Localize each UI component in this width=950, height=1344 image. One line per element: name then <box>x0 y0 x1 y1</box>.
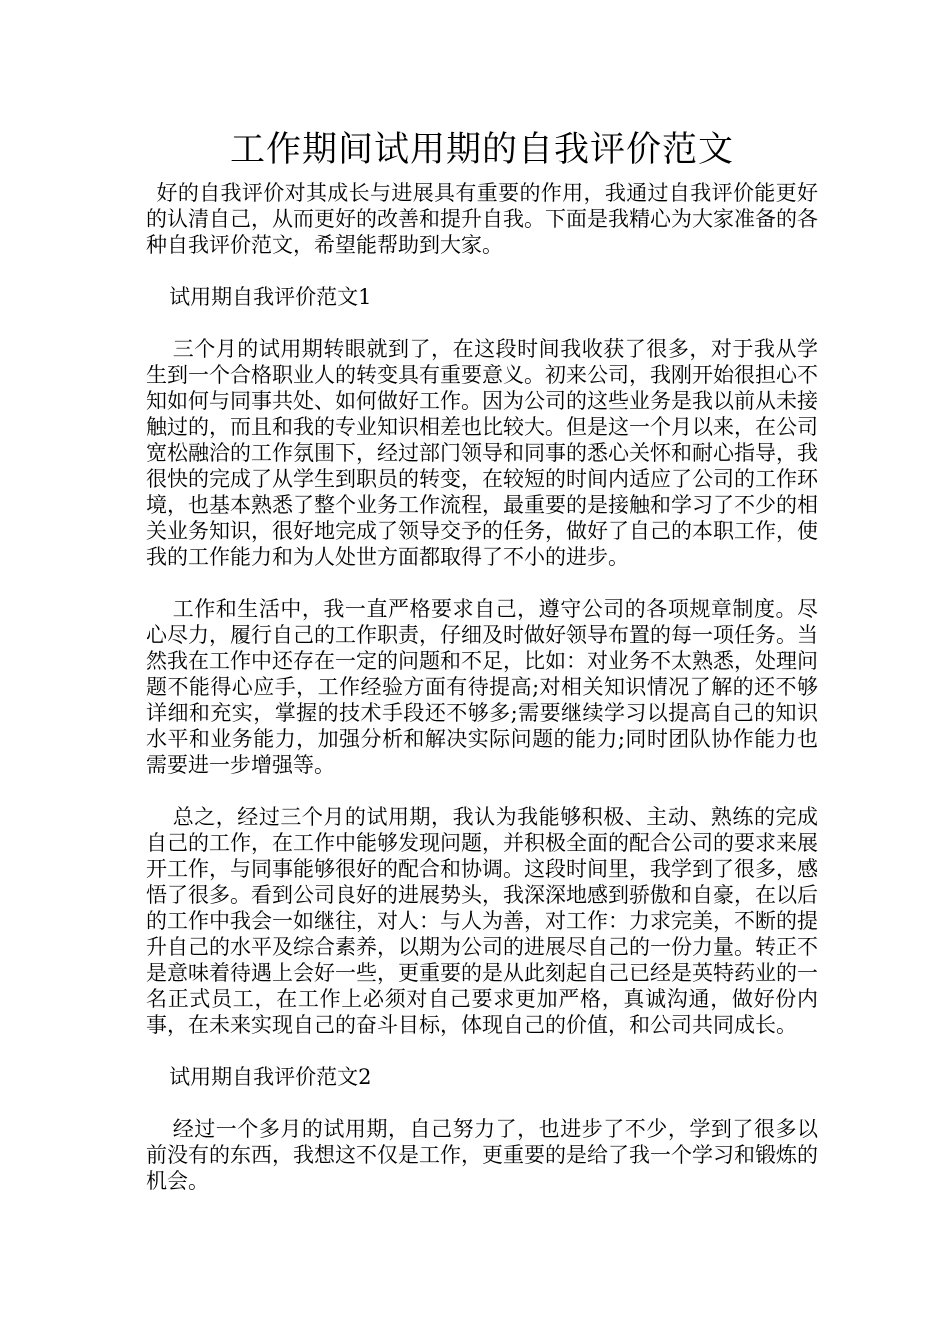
document-page <box>146 126 818 1194</box>
spacer <box>146 778 818 804</box>
section-2-paragraph-1: 经过一个多月的试用期，自己努力了，也进步了不少，学到了很多以前没有的东西，我想这不仅是工作，更重要的是给了我一个学习和锻炼的机会。 <box>146 1117 818 1193</box>
section-1-paragraph-2: 工作和生活中，我一直严格要求自己，遵守公司的各项规章制度。尽心尽力，履行自己的工作职责，仔细及时做好领导布置的每一项任务。当然我在工作中还存在一定的问题和不足，比如：对业务不太熟悉，处理问题不能得心应手，工作经验方面有待提高;对相关知识情况了解的还不够详细和充实，掌握的技术手段还不够多;需要继续学习以提高自己的知识水平和业务能力，加强分析和解决实际问题的能力;同时团队协作能力也需要进一步增强等。 <box>146 597 818 777</box>
spacer <box>146 1090 818 1116</box>
intro-paragraph: 好的自我评价对其成长与进展具有重要的作用，我通过自我评价能更好的认清自己，从而更好的改善和提升自我。下面是我精心为大家准备的各种自我评价范文，希望能帮助到大家。 <box>146 181 818 257</box>
section-2-heading: 试用期自我评价范文2 <box>169 1065 372 1089</box>
spacer <box>146 258 818 284</box>
spacer <box>146 1038 818 1064</box>
section-1-paragraph-3: 总之，经过三个月的试用期，我认为我能够积极、主动、熟练的完成自己的工作，在工作中能够发现问题，并积极全面的配合公司的要求来展开工作，与同事能够很好的配合和协调。这段时间里，我学到了很多，感悟了很多。看到公司良好的进展势头，我深深地感到骄傲和自豪，在以后的工作中我会一如继往，对人：与人为善，对工作：力求完美，不断的提升自己的水平及综合素养，以期为公司的进展尽自己的一份力量。转正不是意味着待遇上会好一些，更重要的是从此刻起自己已经是英特药业的一名正式员工，在工作上必须对自己要求更加严格，真诚沟通，做好份内事，在未来实现自己的奋斗目标，体现自己的价值，和公司共同成长。 <box>146 805 818 1037</box>
spacer <box>146 570 818 596</box>
document-title: 工作期间试用期的自我评价范文 <box>229 130 734 170</box>
spacer <box>146 310 818 336</box>
section-1-heading: 试用期自我评价范文1 <box>169 285 372 309</box>
section-1-paragraph-1: 三个月的试用期转眼就到了，在这段时间我收获了很多，对于我从学生到一个合格职业人的转变具有重要意义。初来公司，我刚开始很担心不知如何与同事共处、如何做好工作。因为公司的这些业务是我以前从未接触过的，而且和我的专业知识相差也比较大。但是这一个月以来，在公司宽松融洽的工作氛围下，经过部门领导和同事的悉心关怀和耐心指导，我很快的完成了从学生到职员的转变，在较短的时间内适应了公司的工作环境，也基本熟悉了整个业务工作流程，最重要的是接触和学习了不少的相关业务知识，很好地完成了领导交予的任务，做好了自己的本职工作，使我的工作能力和为人处世方面都取得了不小的进步。 <box>146 337 818 569</box>
